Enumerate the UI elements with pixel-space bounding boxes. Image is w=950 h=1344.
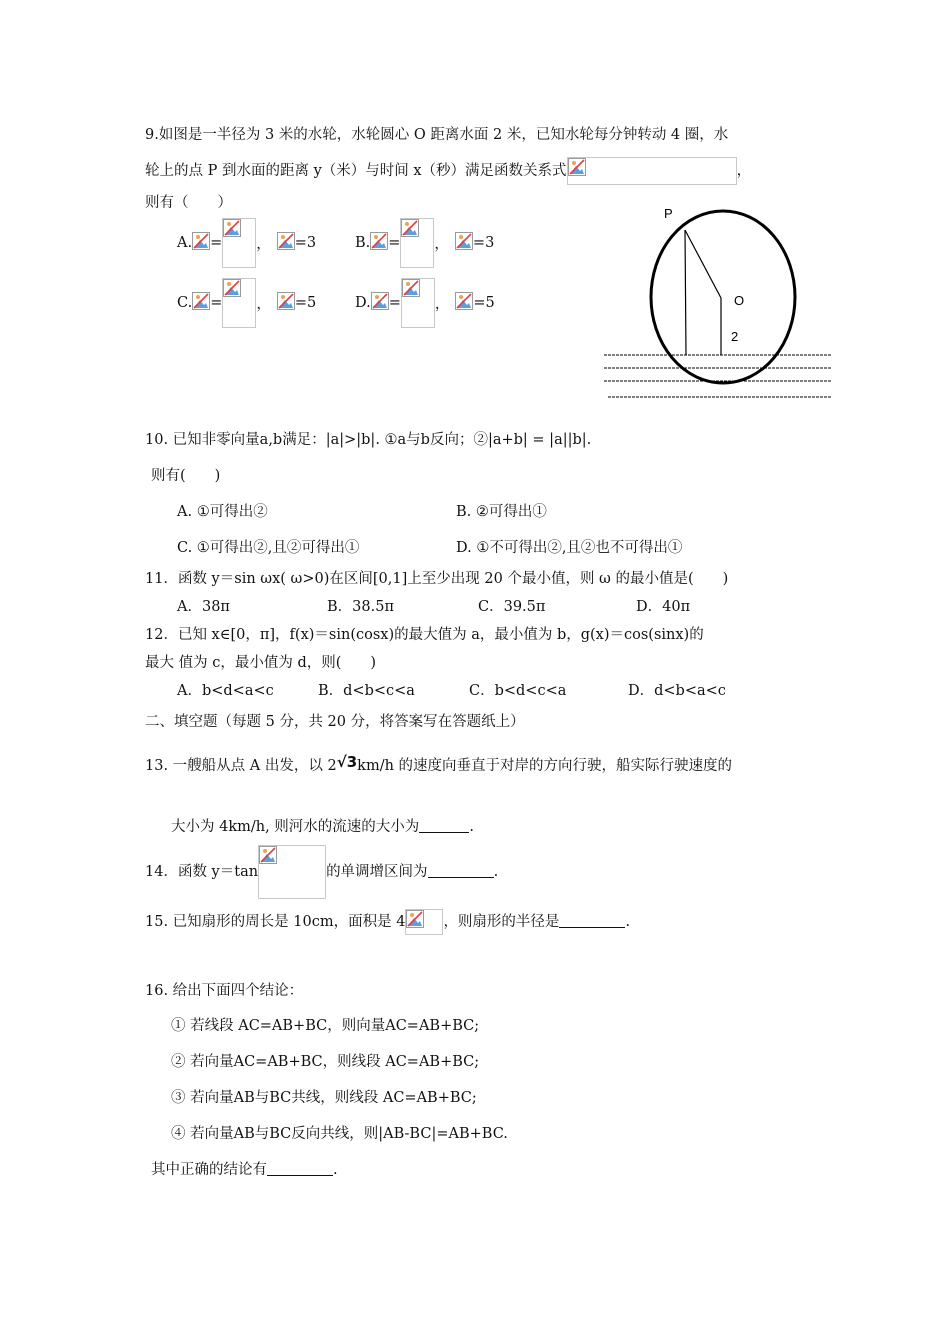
q9-formula-image [567,157,737,185]
q9-line2-end: ， [736,163,752,179]
broken-image-icon [259,846,277,864]
label-p: P [664,206,673,221]
q16-statement-2: ② 若向量AC=AB+BC，则线段 AC=AB+BC; [171,1054,480,1070]
broken-image-icon [568,158,586,176]
q10-option-d: D. ①不可得出②,且②也不可得出① [456,540,683,556]
q16-statement-3: ③ 若向量AB与BC共线，则线段 AC=AB+BC; [171,1090,477,1106]
broken-image-icon [402,279,420,297]
comma: ， [256,236,271,253]
q13-line1-text-a: 13. 一艘船从点 A 出发，以 2 [145,758,337,774]
q16-statement-4: ④ 若向量AB与BC反向共线，则|AB-BC|=AB+BC. [171,1126,508,1142]
broken-image-icon [406,910,424,928]
q14-argument-image [258,845,326,899]
q9-option-d-value: =5 [473,295,495,311]
q9-option-b [355,218,494,268]
q9-option-a-fraction-image [222,218,256,268]
equals-sign: = [210,235,223,251]
q11-option-b: B．38.5π [327,599,394,615]
q9-option-c-label: C. [177,295,193,311]
water-wheel-figure [600,200,840,410]
label-2: 2 [731,329,739,344]
broken-image-icon [192,292,210,310]
q10-option-a: A. ①可得出② [177,504,268,520]
q11-option-c: C．39.5π [478,599,546,615]
q10-option-c: C. ①可得出②,且②可得出① [177,540,360,556]
q11-option-a: A．38π [177,599,230,615]
q9-option-c-fraction-image [222,278,256,328]
q9-line2 [145,157,751,185]
broken-image-icon [370,232,388,250]
equals-sign: = [210,295,223,311]
q15-text-b: ，则扇形的半径是 [443,914,560,930]
q9-line1: 9.如图是一半径为 3 米的水轮，水轮圆心 O 距离水面 2 米，已知水轮每分钟转动 4 圈，水 [145,127,729,143]
q13-line1-text-b: km/h 的速度向垂直于对岸的方向行驶，船实际行驶速度的 [357,758,733,774]
q11-line1: 11．函数 y＝sin ωx( ω>0)在区间[0,1]上至少出现 20 个最小值，则 ω 的最小值是( ) [145,571,729,587]
comma: ， [434,236,449,253]
q10-line1: 10. 已知非零向量a,b满足：|a|>|b|. ①a与b反向；②|a+b| = |a||b|. [145,432,592,448]
q12-option-c: C．b<d<c<a [469,683,567,699]
q15-answer-blank [559,913,625,928]
q16-last-end: . [333,1162,338,1178]
q13-line2-text: 大小为 4km/h, 则河水的流速的大小为 [171,819,420,835]
q13-line2 [171,815,474,836]
q9-line2-text: 轮上的点 P 到水面的距离 y（米）与时间 x（秒）满足函数关系式 [145,163,567,179]
q14-line [145,845,498,899]
q15-text-a: 15. 已知扇形的周长是 10cm，面积是 4 [145,914,406,930]
radius-line [685,230,721,298]
equals-sign: = [388,295,401,311]
broken-image-icon [277,292,295,310]
q9-option-d [355,278,495,328]
q12-option-b: B．d<b<c<a [318,683,415,699]
q9-line3: 则有（ ） [145,195,232,211]
q9-option-b-fraction-image [400,218,434,268]
broken-image-icon [223,279,241,297]
q16-last-line [151,1158,338,1179]
q14-text-b: 的单调增区间为 [326,864,428,880]
section-fill-in-heading: 二、填空题（每题 5 分，共 20 分，将答案写在答题纸上） [145,714,525,730]
q10-line2: 则有( ) [151,468,221,484]
equals-sign: = [388,235,401,251]
q13-line2-end: . [469,819,474,835]
q15-line [145,908,630,936]
q9-option-d-label: D. [355,295,371,311]
q9-option-a [177,218,316,268]
label-o: O [734,293,745,308]
comma: ， [256,296,271,313]
q16-line1: 16. 给出下面四个结论： [145,983,304,999]
comma: ， [434,296,450,313]
broken-image-icon [192,232,210,250]
broken-image-icon [277,232,295,250]
q12-option-d: D．d<b<a<c [628,683,726,699]
q9-option-c [177,278,316,328]
q13-answer-blank [419,818,469,833]
q9-option-a-value: =3 [294,235,317,251]
wheel-circle [651,211,795,383]
broken-image-icon [455,292,473,310]
q16-last-text: 其中正确的结论有 [151,1162,267,1178]
q16-statement-1: ① 若线段 AC=AB+BC，则向量AC=AB+BC; [171,1018,480,1034]
broken-image-icon [371,292,389,310]
q13-line1 [145,753,732,775]
p-vertical-line [685,230,686,355]
q16-answer-blank [267,1161,333,1176]
q15-area-image [405,909,443,935]
broken-image-icon [401,219,419,237]
q11-option-d: D．40π [636,599,691,615]
q12-option-a: A．b<d<a<c [177,683,274,699]
q9-option-b-value: =3 [472,235,495,251]
sqrt3-symbol: √3 [336,753,358,771]
q9-option-a-label: A. [177,235,193,251]
q9-option-b-label: B. [355,235,371,251]
broken-image-icon [223,219,241,237]
q12-line2: 最大 值为 c，最小值为 d，则( ) [145,655,377,671]
broken-image-icon [455,232,473,250]
q14-text-a: 14．函数 y＝tan [145,864,259,880]
q14-end: . [493,864,499,880]
q15-end: . [625,914,631,930]
q9-option-c-value: =5 [294,295,317,311]
q9-option-d-fraction-image [401,278,435,328]
q10-option-b: B. ②可得出① [456,504,547,520]
q14-answer-blank [428,863,494,878]
q12-line1: 12．已知 x∈[0，π]，f(x)＝sin(cosx)的最大值为 a，最小值为 b，g(x)＝cos(sinx)的 [145,627,704,643]
